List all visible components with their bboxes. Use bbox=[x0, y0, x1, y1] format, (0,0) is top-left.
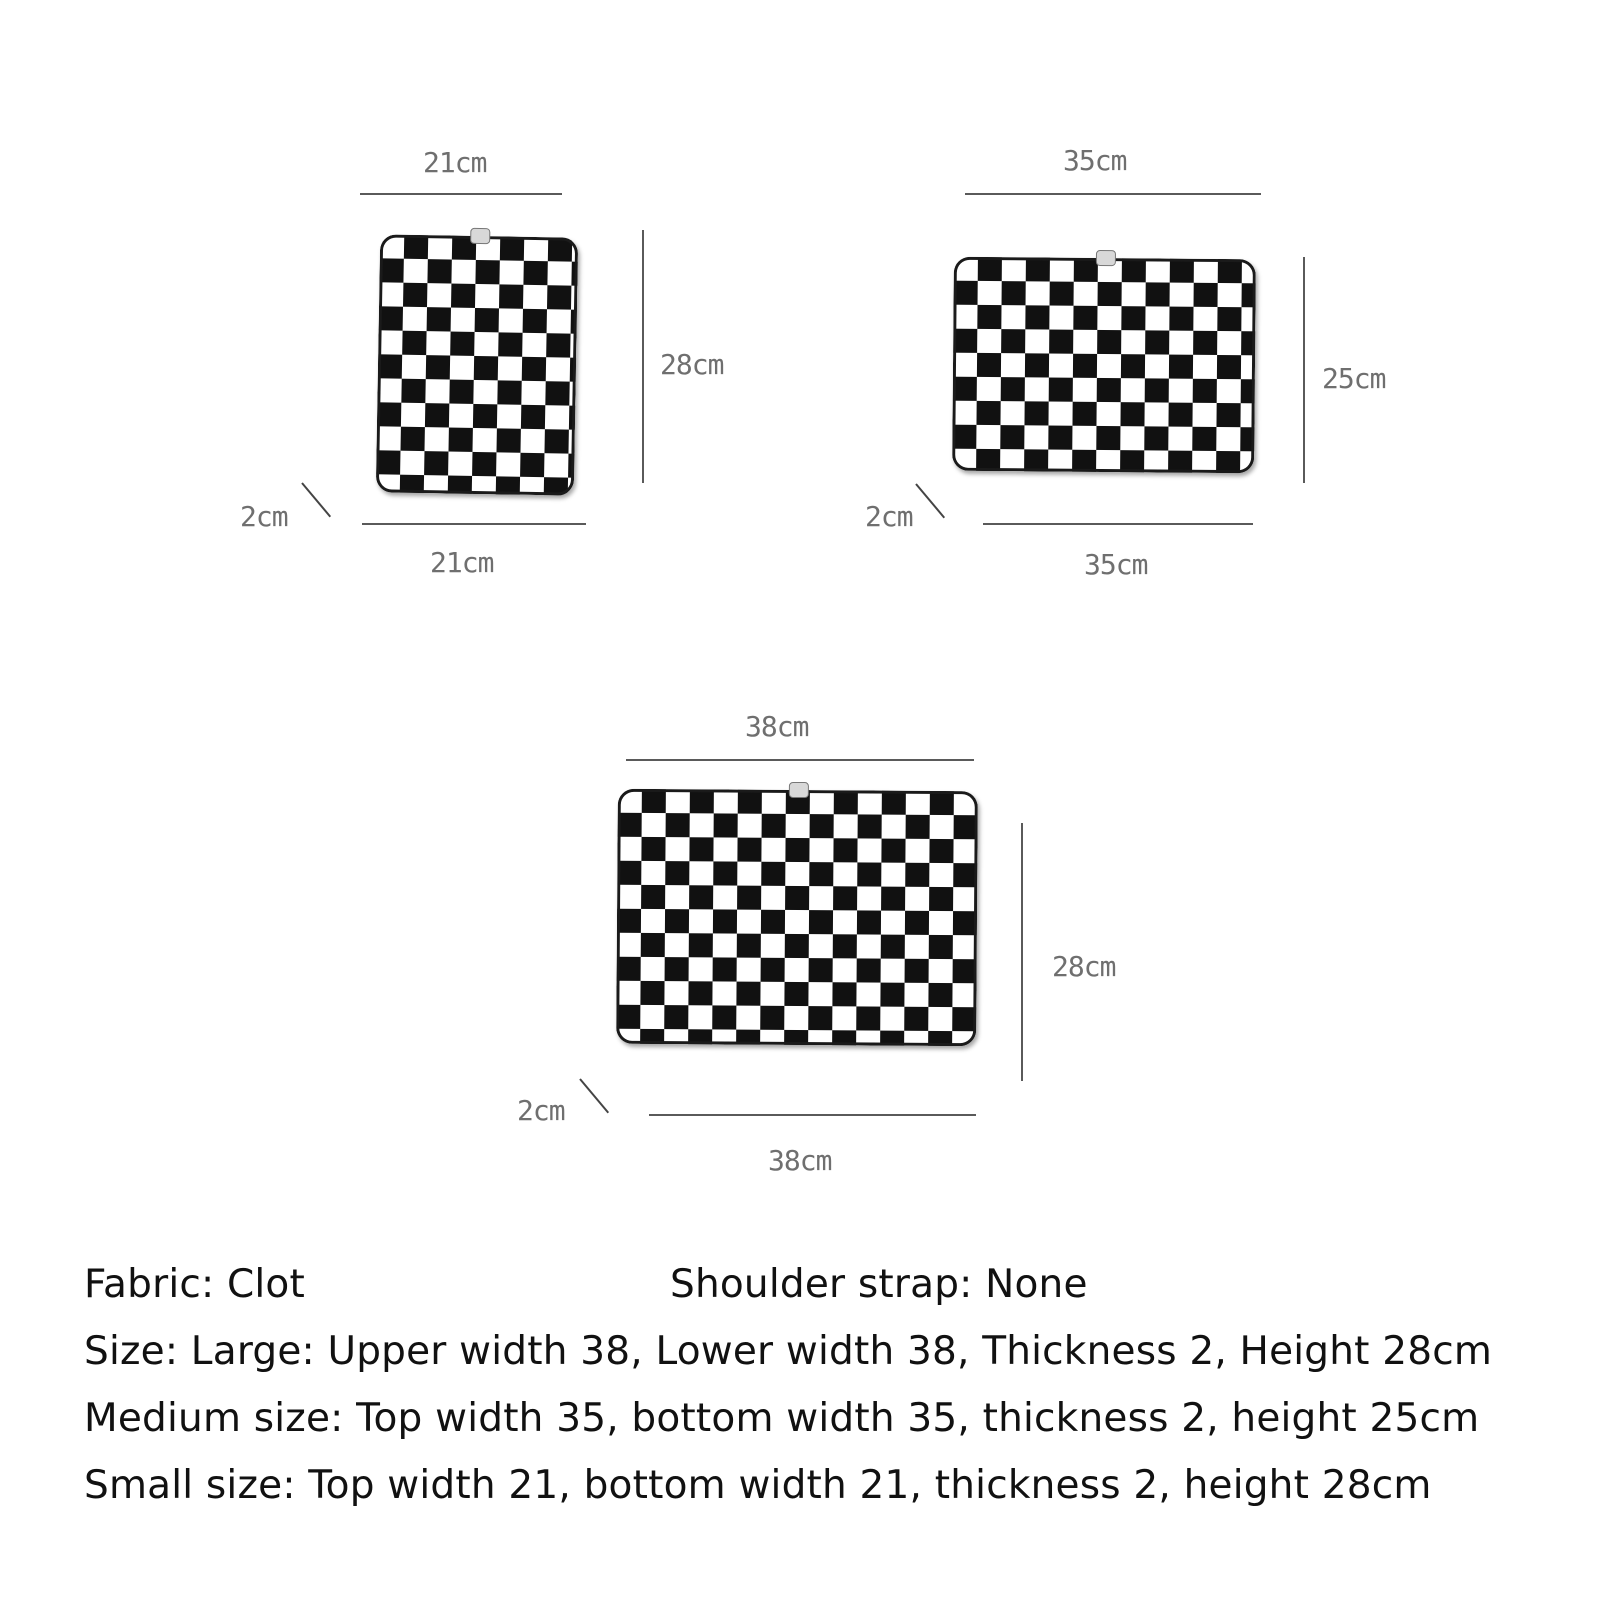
medium-size-spec: Medium size: Top width 35, bottom width 35, thickness 2, height 25cm bbox=[84, 1396, 1480, 1441]
small-sleeve-image bbox=[376, 234, 578, 495]
small-height-label: 28cm bbox=[660, 348, 724, 381]
small-bottom-width-line bbox=[362, 523, 586, 525]
small-thickness-line bbox=[301, 482, 331, 517]
large-top-width-label: 38cm bbox=[745, 710, 809, 743]
medium-top-width-label: 35cm bbox=[1063, 144, 1127, 177]
small-height-line bbox=[642, 230, 644, 483]
zipper-pull-icon bbox=[470, 228, 490, 244]
large-thickness-label: 2cm bbox=[517, 1094, 565, 1127]
zipper-pull-icon bbox=[1096, 250, 1116, 266]
large-bottom-width-label: 38cm bbox=[768, 1144, 832, 1177]
zipper-pull-icon bbox=[789, 782, 809, 798]
large-size-spec: Size: Large: Upper width 38, Lower width 38, Thickness 2, Height 28cm bbox=[84, 1329, 1493, 1374]
medium-sleeve-image bbox=[952, 257, 1256, 474]
small-size-spec: Small size: Top width 21, bottom width 21, thickness 2, height 28cm bbox=[84, 1463, 1432, 1508]
medium-height-line bbox=[1303, 257, 1305, 483]
large-top-width-line bbox=[626, 759, 974, 761]
large-sleeve-image bbox=[616, 789, 978, 1047]
medium-top-width-line bbox=[965, 193, 1261, 195]
medium-bottom-width-line bbox=[983, 523, 1253, 525]
small-top-width-line bbox=[360, 193, 562, 195]
large-height-line bbox=[1021, 823, 1023, 1081]
large-thickness-line bbox=[579, 1078, 609, 1113]
small-thickness-label: 2cm bbox=[240, 500, 288, 533]
medium-height-label: 25cm bbox=[1322, 362, 1386, 395]
medium-thickness-line bbox=[915, 483, 945, 518]
large-bottom-width-line bbox=[649, 1114, 976, 1116]
small-top-width-label: 21cm bbox=[423, 146, 487, 179]
medium-thickness-label: 2cm bbox=[865, 500, 913, 533]
medium-bottom-width-label: 35cm bbox=[1084, 548, 1148, 581]
shoulder-strap-spec: Shoulder strap: None bbox=[670, 1262, 1088, 1307]
small-bottom-width-label: 21cm bbox=[430, 546, 494, 579]
fabric-spec: Fabric: Clot bbox=[84, 1262, 305, 1307]
large-height-label: 28cm bbox=[1052, 950, 1116, 983]
